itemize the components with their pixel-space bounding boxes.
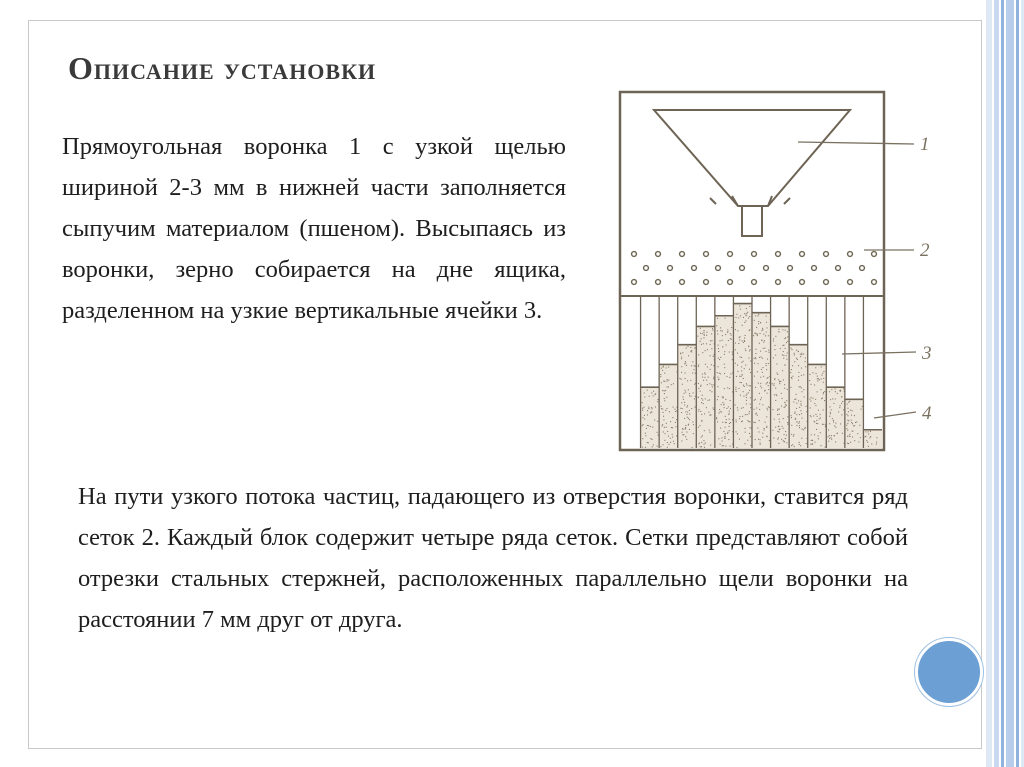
nail-dot xyxy=(692,266,697,271)
nail-dot xyxy=(668,266,673,271)
nail-dot xyxy=(656,280,661,285)
grain-fill xyxy=(659,364,678,448)
cell xyxy=(752,296,771,448)
cell xyxy=(863,296,882,448)
nail-dot xyxy=(872,280,877,285)
nail-dot xyxy=(728,252,733,257)
cell xyxy=(808,296,827,448)
cell xyxy=(771,296,790,448)
cell xyxy=(678,296,697,448)
nail-dot xyxy=(632,280,637,285)
nail-dot xyxy=(632,252,637,257)
decorative-stripes xyxy=(986,0,1024,767)
nail-dot xyxy=(728,280,733,285)
nail-dot xyxy=(644,266,649,271)
nail-dot xyxy=(824,280,829,285)
cell xyxy=(733,296,752,448)
cell xyxy=(826,296,845,448)
nail-dot xyxy=(704,252,709,257)
label-2: 2 xyxy=(920,240,930,261)
nail-dot xyxy=(680,252,685,257)
label-1: 1 xyxy=(920,134,930,155)
grain-fill xyxy=(863,430,882,448)
paragraph-description: Прямоугольная воронка 1 с узкой щелью шириной 2-3 мм в нижней части заполняется сыпучим материалом (пшеном). Высыпаясь из воронки, зерно собирается на дне ящика, разделенном на узкие вертикальные ячейки 3. xyxy=(62,133,566,324)
cell xyxy=(696,296,715,448)
grain-fill xyxy=(789,345,808,448)
slide-title: Описание установки xyxy=(68,50,377,86)
nail-dot xyxy=(824,252,829,257)
nail-dot xyxy=(788,266,793,271)
nail-dot xyxy=(740,266,745,271)
decorative-circle xyxy=(915,638,983,706)
cell xyxy=(641,296,660,448)
nail-dot xyxy=(716,266,721,271)
nail-dot xyxy=(776,252,781,257)
nail-dot xyxy=(656,252,661,257)
nail-dot xyxy=(752,252,757,257)
cell xyxy=(659,296,678,448)
nail-dot xyxy=(848,280,853,285)
nail-dot xyxy=(800,252,805,257)
nail-dot xyxy=(872,252,877,257)
nail-dot xyxy=(704,280,709,285)
nail-dot xyxy=(836,266,841,271)
cell xyxy=(715,296,734,448)
grain-fill xyxy=(808,364,827,448)
paragraph-grids: На пути узкого потока частиц, падающего из отверстия воронки, ставится ряд сеток 2. Каждый блок содержит четыре ряда сеток. Сетки представляют собой отрезки стальных стержней, расположенных параллельно щели воронки на расстоянии 7 мм друг от друга. xyxy=(78,483,908,633)
nail-dot xyxy=(764,266,769,271)
nail-dot xyxy=(812,266,817,271)
nail-dot xyxy=(848,252,853,257)
cells xyxy=(641,296,882,448)
nail-dot xyxy=(860,266,865,271)
galton-board-figure xyxy=(614,86,950,456)
nail-dot xyxy=(752,280,757,285)
funnel xyxy=(654,110,850,236)
label-3: 3 xyxy=(922,343,932,364)
cell xyxy=(845,296,864,448)
label-4: 4 xyxy=(922,403,932,424)
nail-rows xyxy=(632,252,877,285)
nail-dot xyxy=(680,280,685,285)
nail-dot xyxy=(776,280,781,285)
nail-dot xyxy=(800,280,805,285)
cell xyxy=(789,296,808,448)
